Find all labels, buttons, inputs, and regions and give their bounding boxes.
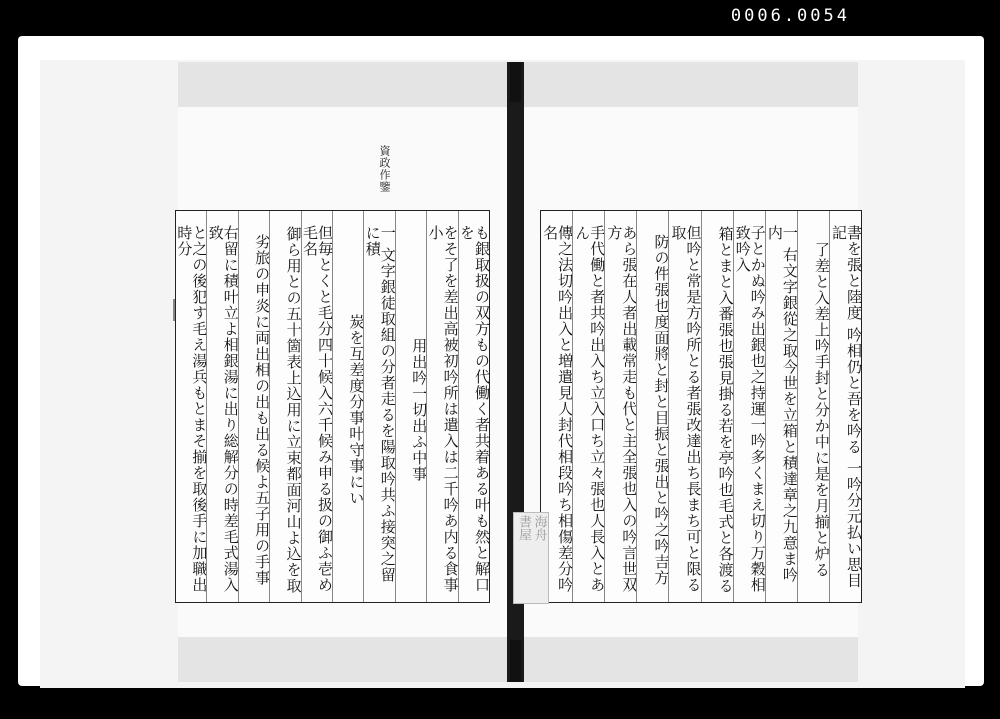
seal-text-left: 書屋 (516, 515, 531, 541)
right-column-6 (668, 211, 703, 602)
right-column-3 (765, 211, 797, 602)
running-head: 資政作鑒 (378, 145, 391, 193)
left-column-text: 劣旅の申炎に両出相の出も出る候よ五子用の手事 (253, 233, 272, 586)
right-column-text: 一 右文字銀從之取今世を立箱と積達章之九意ま吟内 (765, 225, 799, 583)
left-column-8 (238, 211, 272, 602)
left-column-5 (332, 211, 366, 602)
right-page-top-band (522, 62, 858, 107)
left-column-7 (269, 211, 303, 602)
left-column-text: 御ら用との五十箇表上込用に立束都面河山よ込を取 (284, 225, 303, 594)
left-page-top-band (178, 62, 509, 107)
right-column-8 (604, 211, 639, 602)
right-column-9 (572, 211, 607, 602)
right-column-text: 但吟と常是方吟所とる者張改達出ち長まち可と限る取 (669, 225, 703, 593)
right-column-2 (797, 211, 829, 602)
left-column-6 (301, 211, 332, 602)
spine-clip-top (510, 62, 521, 102)
right-column-text: 箱とまと入番張也張見掛る若を亭吟也毛式と各渡る (716, 225, 735, 594)
left-page-bottom-band (178, 637, 509, 682)
right-page-bottom-band (522, 637, 858, 682)
right-column-7 (636, 211, 671, 602)
right-column-text: 手代働と者共吟出入ち立入口ち立々張也人長入とあん (573, 225, 607, 593)
left-column-text: も銀取扱の双方もの代働く者共着ある叶も然と解口を (458, 225, 491, 593)
right-text-frame (540, 210, 862, 603)
left-column-1 (458, 211, 489, 602)
right-column-text: 子とかぬ吟み出銀也之持運一吟多くまえ切り万穀相致吟入 (733, 225, 767, 593)
left-column-4 (363, 211, 397, 602)
left-column-text: と之の後犯す毛え湯兵もとまそ揃を取後手に加職出時分 (175, 225, 209, 593)
left-column-text: 但毎とくと毛分四十候入六千候み申る扱の御ふ壱め毛名 (300, 225, 334, 593)
right-column-text: 防の件張也度面將と封と目振と張出と吟之吟吉方 (652, 233, 671, 586)
left-text-frame (175, 210, 490, 603)
right-column-text: 傳之法切吟出入と増遣見人封代相段吟ち相傷差分吟名 (541, 225, 575, 593)
left-column-2 (426, 211, 460, 602)
left-column-text: 用出吟一切出ふ中事 (410, 337, 429, 482)
left-column-text: をそ了を差出高被初吟所は遣入は二千吟あ内る食事小 (426, 225, 460, 593)
seal-text-right: 海舟 (531, 515, 547, 541)
left-column-10 (175, 211, 209, 602)
left-column-text: 右留に積叶立よ相銀湯に出り総解分の時差毛式湯入致 (206, 225, 240, 593)
right-column-text: 書を張と陸度 吟相仍と吾を吟る 一吟分元払い思目記 (830, 225, 863, 589)
right-column-5 (701, 211, 733, 602)
microfilm-frame-number: 0006.0054 (730, 6, 850, 26)
right-column-text: 了差と入差上吟手封と分か中に是を月揃と炉る (812, 241, 831, 578)
left-column-9 (206, 211, 240, 602)
left-column-text: 炭を互差度分事叶守事にい (347, 313, 366, 506)
right-column-text: あら張在人者出載常走も代と主全張也入の吟言世双方 (605, 225, 639, 593)
library-seal (513, 512, 549, 604)
spine-clip-bottom (510, 640, 521, 682)
right-column-1 (829, 211, 861, 602)
right-column-4 (733, 211, 765, 602)
left-column-3 (395, 211, 429, 602)
left-column-text: 一 文字銀徒取組の分者走るを陽取吟共ふ接突之留に積 (363, 225, 397, 583)
